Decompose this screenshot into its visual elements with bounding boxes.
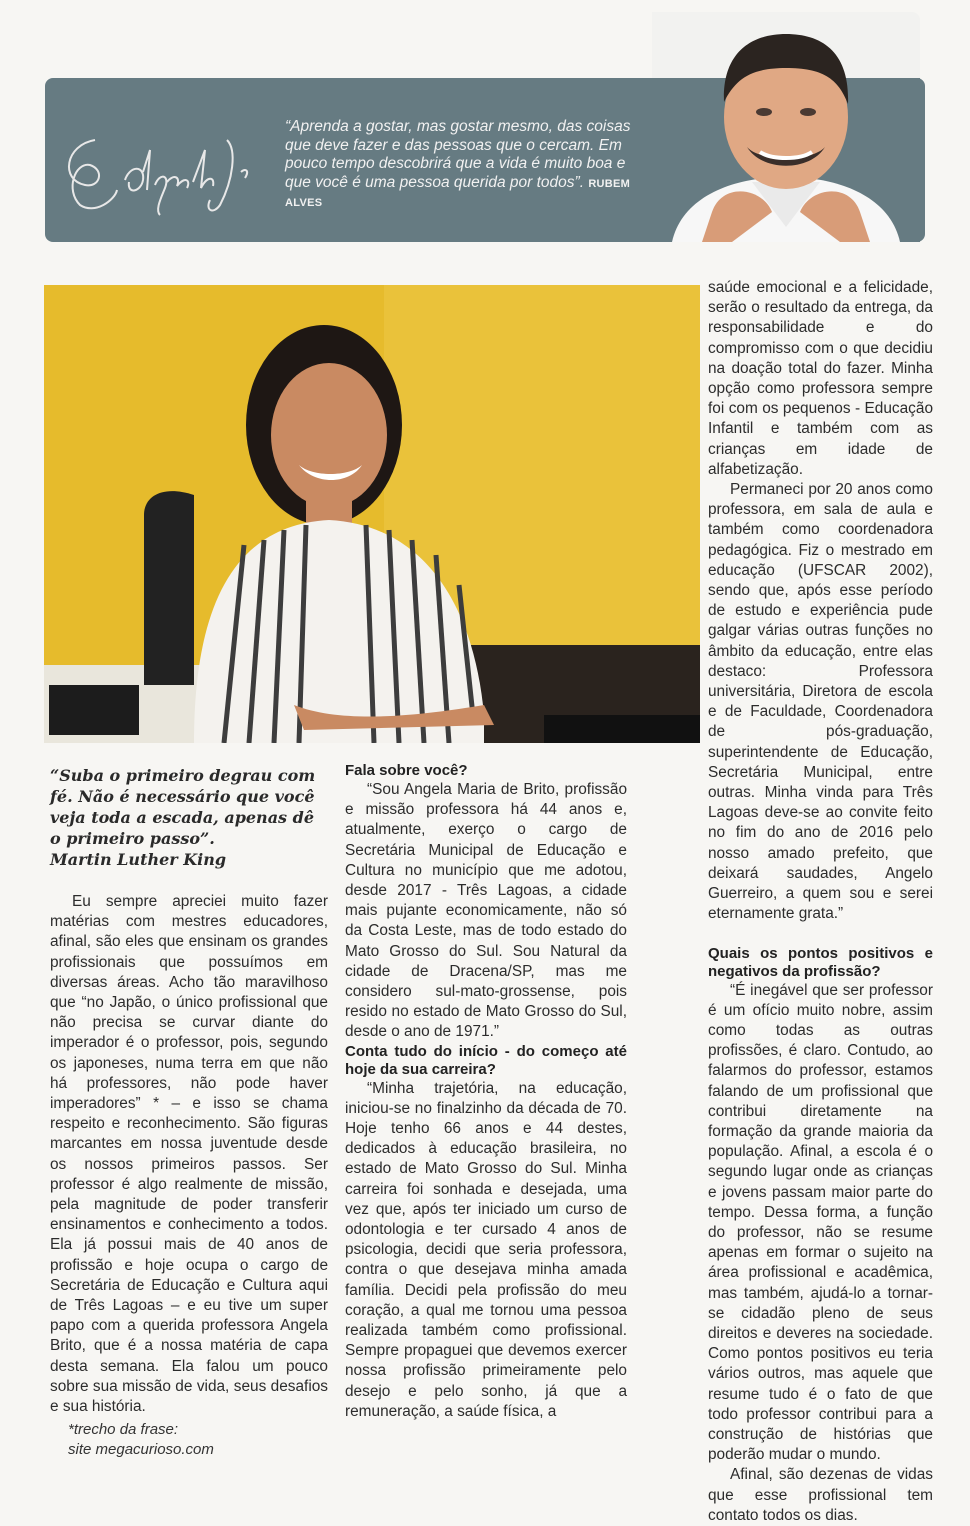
answer-3: “É inegável que ser professor é um ofício muito nobre, assim como todas as outras profissões, é claro. Contudo, ao falarmos do professor, estamos falando de um profissional que contribui diretamente na formação da grande maioria da população. Afinal, a escola é o segundo lugar onde as crianças e jovens passam maior parte do tempo. Dessa forma, a função do professor, não se resume apenas em formar o sujeito na área profissional e acadêmica, mas também, ajudá-lo a tornar-se cidadão pleno de seus direitos e deveres na sociedade. Como pontos positivos eu teria vários outros, mas aquele que resume tudo é o fato de que todo professor contribui para a construção de histórias que poderão mudar o mundo. — [708, 981, 933, 1464]
question-3: Quais os pontos positivos e negativos da profissão? — [708, 944, 933, 980]
question-1: Fala sobre você? — [345, 762, 468, 779]
columnist-portrait — [652, 12, 920, 242]
answer-2-continuation: saúde emocional e a felicidade, serão o resultado da entrega, da responsabilidade e do compromisso com o que decidiu na doação total do fazer. Minha opção como professora sempre foi com os pequenos - Educação Infantil e também com as crianças em idade de alfabetização. — [708, 279, 933, 478]
footnote-line-2: site megacurioso.com — [68, 1441, 214, 1458]
pull-quote-text: “Suba o primeiro degrau com fé. Não é necessário que você veja toda a escada, apenas dê o primeiro passo”. — [50, 766, 316, 848]
header-quote-author: RUBEM ALVES — [285, 177, 631, 209]
footnote — [68, 1420, 318, 1460]
interview-column-2 — [345, 762, 627, 1422]
intro-paragraph: Eu sempre apreciei muito fazer matérias com mestres educadores, afinal, são eles que ensinam os grandes profissionais que possuímos em diversas áreas. Acho tão maravilhoso que “no Japão, o único profissional que não precisa se curvar diante do imperador é o professor, pois, segundo os japoneses, numa terra em que não há professores, não pode haver imperadores” * – e isso se chama respeito e reconhecimento. São figuras marcantes em nossa juventude desde os nossos primeiros passos. Ser professor é algo realmente de missão, pela magnitude de poder transferir ensinamentos e conhecimento a todos. Ela já possui mais de 40 anos de profissão e hoje ocupa o cargo de Secretária de Educação e Cultura aqui de Três Lagoas – e eu tive um super papo com a querida professora Angela Brito, que é a nossa matéria de capa desta semana. Ela falou um pouco sobre sua missão de vida, seus desafios e sua história. — [50, 893, 328, 1416]
signature-logo — [55, 110, 270, 220]
answer-2-paragraph-2: Permaneci por 20 anos como professora, em sala de aula e também como coordenadora pedagógica. Fiz o mestrado em educação (UFSCAR 2002), sendo que, após esse período de estudo e experiência pude galgar várias outras funções no âmbito da educação, entre elas destaco: Professora universitária, Diretora de escola e de Faculdade, Coordenadora de pós-graduação, superintendente de Educação, Secretária Municipal, entre outras. Minha vinda para Três Lagoas deve-se ao convite feito no fim do ano de 2016 pelo nosso amado prefeito, que deixará saudades, Angelo Guerreiro, a quem sou e serei eternamente grata.” — [708, 481, 933, 923]
answer-2: “Minha trajetória, na educação, iniciou-se no finalzinho da década de 70. Hoje tenho 66 anos e 44 destes, dedicados à educação brasileira, no estado de Mato Grosso do Sul. Minha carreira foi sonhada e desejada, uma vez que, após ter iniciado um curso de odontologia e ter cursado 4 anos de psicologia, decidi que seria professora, contra o que desejava minha amada família. Decidi pela profissão do meu coração, a qual me tornou uma pessoa realizada também como profissional. Sempre propaguei que devemos exercer nossa profissão primeiramente pelo desejo e pelo sonho, já que a remuneração, a saúde física, a — [345, 1079, 627, 1420]
pull-quote-author: Martin Luther King — [50, 850, 227, 869]
header-quote — [285, 118, 647, 213]
answer-1: “Sou Angela Maria de Brito, profissão e missão professora há 44 anos e, atualmente, exerço o cargo de Secretária Municipal de Educação e Cultura no município que me adotou, desde 2017 - Três Lagoas, a cidade mais pujante economicamente, não só da Costa Leste, mas de todo estado do Mato Grosso do Sul. Sou Natural da cidade de Dracena/SP, mas me considero sul-mato-grossense, pois resido no estado de Mato Grosso do Sul, desde o ano de 1971.” — [345, 781, 627, 1041]
header-quote-text: “Aprenda a gostar, mas gostar mesmo, das coisas que deve fazer e das pessoas que o cercam. Em pouco tempo descobrirá que a vida é muito boa e que você é uma pessoa querida por todos”. — [285, 118, 631, 191]
professor-photo — [44, 285, 700, 743]
footnote-line-1: *trecho da frase: — [68, 1421, 179, 1438]
answer-3-paragraph-2: Afinal, são dezenas de vidas que esse profissional tem contato todos os dias. — [708, 1466, 933, 1524]
pull-quote — [50, 765, 330, 870]
interview-column-3 — [708, 278, 933, 1526]
question-2: Conta tudo do início - do começo até hoje da sua carreira? — [345, 1042, 627, 1078]
intro-column — [50, 892, 328, 1417]
